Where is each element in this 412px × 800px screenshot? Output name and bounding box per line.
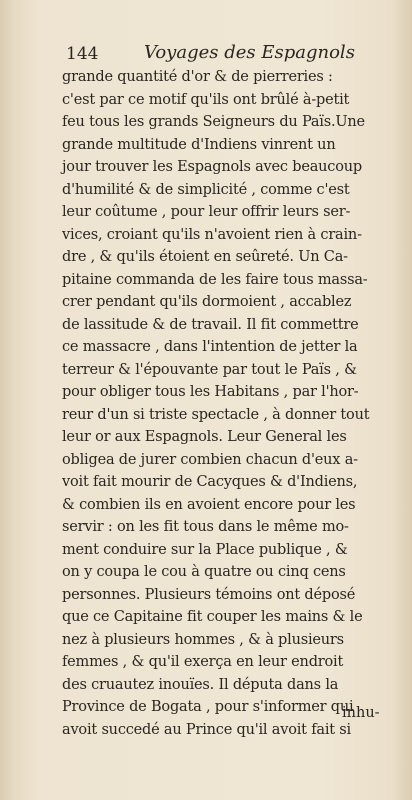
text-line: grande multitude d'Indiens vinrent un <box>62 136 336 153</box>
page-number: 144 <box>66 44 99 64</box>
text-line: femmes , & qu'il exerça en leur endroit <box>62 654 344 670</box>
text-line: voit fait mourir de Cacyques & d'Indiens, <box>62 474 358 490</box>
text-line: & combien ils en avoient encore pour les <box>62 496 356 513</box>
text-line: grande quantité d'or & de pierreries : <box>62 69 333 85</box>
running-title: Voyages des Espagnols <box>144 42 355 63</box>
text-line: terreur & l'épouvante par tout le Païs , & <box>62 361 357 378</box>
text-line: ment conduire sur la Place publique , & <box>62 541 348 558</box>
text-line: crer pendant qu'ils dormoient , accablez <box>62 294 352 310</box>
text-line: Province de Bogata , pour s'informer qui <box>62 699 354 715</box>
page-header <box>66 40 386 68</box>
text-line: reur d'un si triste spectacle , à donner tout <box>62 406 370 423</box>
body-text <box>62 66 392 741</box>
text-line: feu tous les grands Seigneurs du Païs.Une <box>62 114 365 130</box>
text-line: que ce Capitaine fit couper les mains & le <box>62 609 363 625</box>
text-line: servir : on les fit tous dans le même mo- <box>62 519 349 535</box>
text-line: d'humilité & de simplicité , comme c'est <box>62 181 350 198</box>
text-line: nez à plusieurs hommes , & à plusieurs <box>62 631 344 648</box>
text-line: c'est par ce motif qu'ils ont brûlé à-petit <box>62 91 350 108</box>
text-line: ce massacre , dans l'intention de jetter la <box>62 339 358 355</box>
text-line: vices, croiant qu'ils n'avoient rien à crain- <box>62 226 362 243</box>
text-line: de lassitude & de travail. Il fit commettre <box>62 316 359 333</box>
text-line: leur coûtume , pour leur offrir leurs ser- <box>62 204 351 220</box>
text-line: pitaine commanda de les faire tous massa- <box>62 271 368 288</box>
text-line: avoit succedé au Prince qu'il avoit fait si <box>62 721 351 738</box>
text-line: personnes. Plusieurs témoins ont déposé <box>62 586 356 603</box>
text-line: dre , & qu'ils étoient en seûreté. Un Ca- <box>62 249 348 265</box>
text-line: jour trouver les Espagnols avec beaucoup <box>62 159 362 175</box>
text-line: on y coupa le cou à quatre ou cinq cens <box>62 564 346 580</box>
text-line: des cruautez inouïes. Il députa dans la <box>62 676 339 693</box>
text-line: obligea de jurer combien chacun d'eux a- <box>62 451 358 468</box>
text-line: pour obliger tous les Habitans , par l'hor- <box>62 384 359 400</box>
catchword: inhu- <box>342 705 380 721</box>
text-line: leur or aux Espagnols. Leur General les <box>62 429 347 445</box>
